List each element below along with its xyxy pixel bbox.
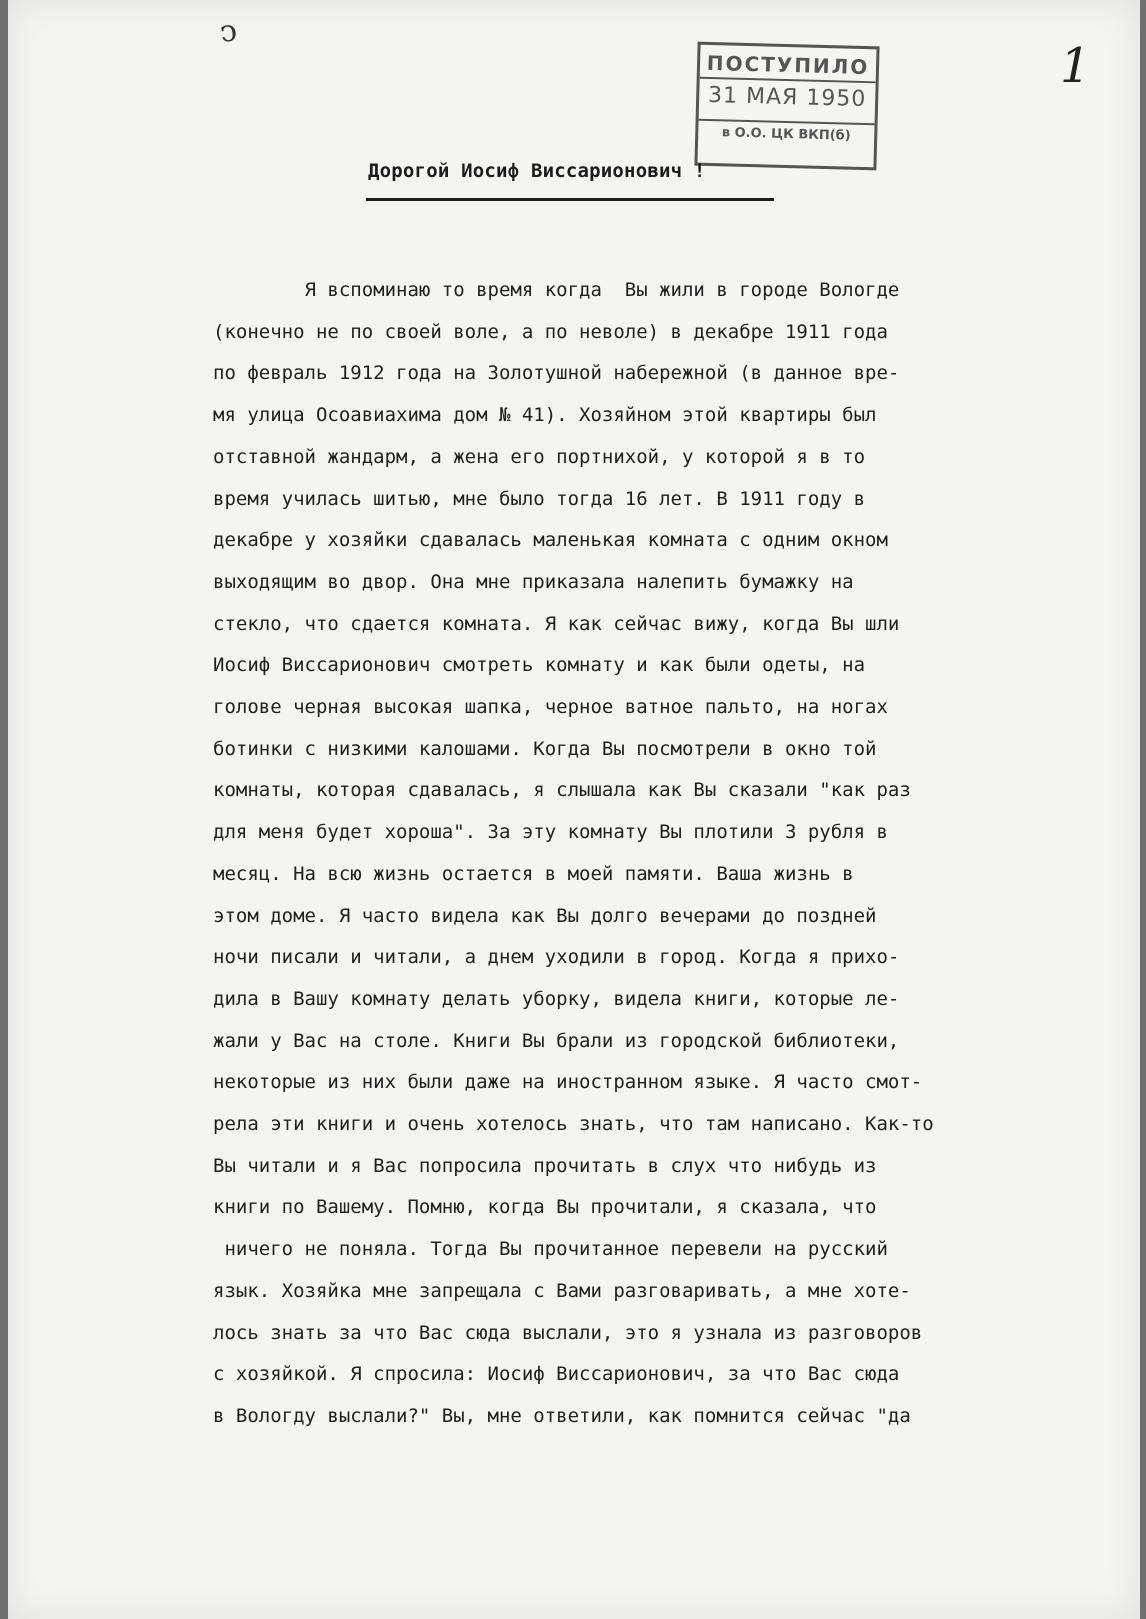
letter-line: голове черная высокая шапка, черное ватное пальто, на ногах bbox=[213, 696, 888, 719]
letter-line: время училась шитью, мне было тогда 16 лет. В 1911 году в bbox=[213, 487, 866, 510]
letter-line: (конечно не по своей воле, а по неволе) в декабре 1911 года bbox=[213, 320, 888, 343]
letter-line: ночи писали и читали, а днем уходили в город. Когда я прихо- bbox=[213, 946, 900, 969]
letter-line: этом доме. Я часто видела как Вы долго вечерами до поздней bbox=[213, 904, 877, 927]
letter-line: Вы читали и я Вас попросила прочитать в слух что нибудь из bbox=[213, 1154, 877, 1177]
letter-line: ботинки с низкими калошами. Когда Вы посмотрели в окно той bbox=[213, 737, 877, 760]
page-number: 1 bbox=[1060, 38, 1091, 94]
salutation-underline bbox=[366, 198, 774, 201]
letter-line: жали у Вас на столе. Книги Вы брали из городской библиотеки, bbox=[213, 1029, 900, 1052]
letter-line: Иосиф Виссарионович смотреть комнату и как были одеты, на bbox=[213, 654, 866, 677]
stamp-line-department: в О.О. ЦК ВКП(б) bbox=[721, 125, 851, 144]
letter-line: отставной жандарм, а жена его портнихой, у которой я в то bbox=[213, 445, 866, 468]
letter-line: мя улица Осоавиахима дом № 41). Хозяйном этой квартиры был bbox=[213, 404, 877, 427]
letter-line: декабре у хозяйки сдавалась маленькая комната с одним окном bbox=[213, 529, 888, 552]
letter-line: дила в Вашу комнату делать уборку, видела книги, которые ле- bbox=[213, 987, 900, 1010]
letter-line: лось знать за что Вас сюда выслали, это я узнала из разговоров bbox=[213, 1321, 923, 1344]
letter-body bbox=[213, 270, 1093, 1438]
stamp-line-date: 31 МАЯ 1950 bbox=[707, 82, 867, 113]
letter-line: по февраль 1912 года на Золотушной набережной (в данное вре- bbox=[213, 362, 900, 385]
letter-line: книги по Вашему. Помню, когда Вы прочитали, я сказала, что bbox=[213, 1196, 877, 1219]
letter-line: в Вологду выслали?" Вы, мне ответили, как помнится сейчас "да bbox=[213, 1404, 911, 1427]
letter-salutation: Дорогой Иосиф Виссарионович ! bbox=[368, 160, 706, 182]
letter-line: рела эти книги и очень хотелось знать, что там написано. Как-то bbox=[213, 1113, 934, 1136]
letter-line: с хозяйкой. Я спросила: Иосиф Виссарионович, за что Вас сюда bbox=[213, 1363, 900, 1386]
letter-line: ничего не поняла. Тогда Вы прочитанное перевели на русский bbox=[213, 1238, 888, 1261]
received-stamp bbox=[694, 42, 879, 171]
letter-line: Я вспоминаю то время когда Вы жили в городе Вологде bbox=[213, 279, 900, 301]
letter-line: комнаты, которая сдавалась, я слышала как Вы сказали "как раз bbox=[213, 779, 911, 802]
letter-line: стекло, что сдается комната. Я как сейчас вижу, когда Вы шли bbox=[213, 612, 900, 635]
letter-page bbox=[8, 0, 1140, 1619]
letter-line: некоторые из них были даже на иностранном языке. Я часто смот- bbox=[213, 1071, 923, 1094]
letter-line: месяц. На всю жизнь остается в моей памяти. Ваша жизнь в bbox=[213, 862, 854, 885]
stamp-line-received: ПОСТУПИЛО bbox=[706, 50, 870, 80]
letter-line: для меня будет хороша". За эту комнату Вы плотили 3 рубля в bbox=[213, 821, 888, 844]
corner-pencil-mark: ↄ bbox=[217, 13, 240, 50]
letter-line: язык. Хозяйка мне запрещала с Вами разговаривать, а мне хоте- bbox=[213, 1279, 911, 1302]
letter-line: выходящим во двор. Она мне приказала налепить бумажку на bbox=[213, 570, 854, 593]
